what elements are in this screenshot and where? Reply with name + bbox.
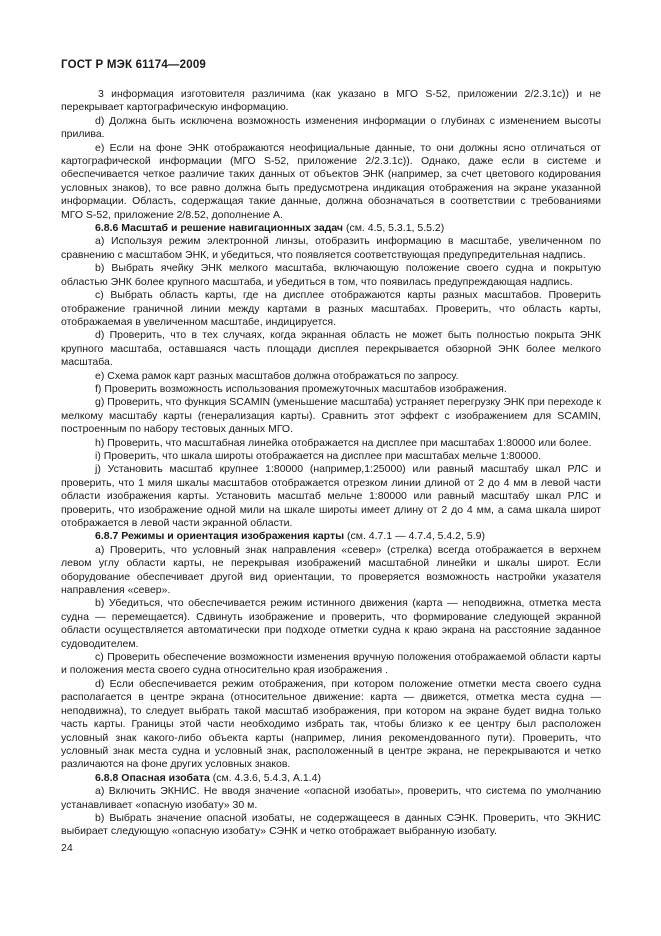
paragraph: i) Проверить, что шкала широты отображается на дисплее при масштабах мельче 1:80000.: [95, 449, 541, 462]
paragraph: 3 информация изготовителя различима (как указано в МГО S-52, приложении 2/2.3.1c)) и не перекрывает картографическую информацию.: [61, 88, 601, 114]
section-title: 6.8.8 Опасная изобата: [95, 771, 210, 784]
paragraph: b) Убедиться, что обеспечивается режим истинного движения (карта — неподвижна, отметка места судна — перемещается). Сдвинуть изображение и проверить, что формирование следующей экранной области осуществляется автоматически при подходе отметки судна к краю экрана на расстояние заданное судоводителем.: [61, 597, 601, 650]
paragraph: e) Схема рамок карт разных масштабов должна отображаться по запросу.: [95, 369, 459, 382]
section-refs: (см. 4.5, 5.3.1, 5.5.2): [343, 222, 445, 235]
document-body: [61, 88, 601, 839]
paragraph: b) Выбрать ячейку ЭНК мелкого масштаба, включающую положение своего судна и покрытую областью ЭНК более крупного масштаба, и убедиться в том, что появилась предупреждающая надпись.: [61, 262, 601, 288]
paragraph: h) Проверить, что масштабная линейка отображается на дисплее при масштабах 1:80000 или более.: [95, 436, 592, 449]
section-title: 6.8.6 Масштаб и решение навигационных задач: [95, 222, 344, 235]
page-number: 24: [61, 842, 73, 854]
section-refs: (см. 4.7.1 — 4.7.4, 5.4.2, 5.9): [344, 530, 485, 543]
paragraph: d) Если обеспечивается режим отображения, при котором положение отметки места своего судна располагается в центре экрана (относительное движение: карта — движется, отметка места судна — неподвижна), то следует выбрать такой масштаб изображения, при котором на экране будет видна только часть карты. Границы этой части необходимо избрать так, чтобы близко к ее центру был расположен условный знак какого-либо объекта карты (например, линия рекомендованного пути). Проверить, что условный знак места судна и условный знак, расположенный в центре экрана, не перекрываются и четко различаются на фоне других условных знаков.: [61, 677, 601, 771]
paragraph: а) Включить ЭКНИС. Не вводя значение «опасной изобаты», проверить, что система по умолчанию устанавливает «опасную изобату» 30 м.: [61, 785, 601, 811]
section-title: 6.8.7 Режимы и ориентация изображения карты: [95, 530, 345, 543]
page-header: ГОСТ Р МЭК 61174—2009: [61, 59, 207, 71]
paragraph: d) Проверить, что в тех случаях, когда экранная область не может быть полностью покрыта ЭНК крупного масштаба, оставшаяся часть площади дисплея перекрывается обзорной ЭНК более мелкого масштаба.: [61, 329, 601, 369]
section-heading: [61, 222, 601, 235]
paragraph: а) Используя режим электронной линзы, отобразить информацию в масштабе, увеличенном по сравнению с масштабом ЭНК, и убедиться, что появляется соответствующая предупредительная надпись.: [61, 235, 601, 261]
paragraph: c) Проверить обеспечение возможности изменения вручную положения отображаемой области карты и положения места своего судна относительно края изображения .: [61, 651, 601, 677]
section-heading: [61, 772, 601, 785]
paragraph: f) Проверить возможность использования промежуточных масштабов изображения.: [95, 382, 507, 395]
paragraph: c) Выбрать область карты, где на дисплее отображаются карты разных масштабов. Проверить отображение граничной линии между картами в разных масштабах. Проверить, что область карты, отображаемая в увеличенном масштабе, индицируется.: [61, 289, 601, 328]
section-refs: (см. 4.3.6, 5.4.3, А.1.4): [209, 771, 321, 784]
paragraph: а) Проверить, что условный знак направления «север» (стрелка) всегда отображается в верхнем левом углу области карты, не перекрывая изображений масштабной линейки и шкалы широт. Если оборудование обеспечивает другой вид ориентации, то проверяется возможность настройки указателя направления «север».: [61, 543, 601, 597]
section-heading: [61, 530, 601, 543]
paragraph: d) Должна быть исключена возможность изменения информации о глубинах с изменением высоты прилива.: [61, 114, 601, 141]
paragraph: e) Если на фоне ЭНК отображаются неофициальные данные, то они должны ясно отличаться от картографической информации (МГО S-52, приложение 2/2.3.1c)). Однако, даже если в системе и обеспечивается четкое различие таких данных от объектов ЭНК (например, за счет цветового кодирования условных знаков), то все равно должна быть предусмотрена индикация отображения на экране указанной информации. Область, содержащая такие данные, должна обозначаться в соответствии с требованиями МГО S-52, приложение 2/8.52, дополнение А.: [61, 141, 601, 221]
paragraph: j) Установить масштаб крупнее 1:80000 (например,1:25000) или равный масштабу шкал РЛС и проверить, что 1 миля шкалы масштабов отображается отрезком линии длиной от 2 до 4 мм в левой части области изображения карты. Установить масштаб мельче 1:80000 или равный масштабу шкал РЛС и проверить, что изображение одной мили на шкале широты имеет длину от 2 до 4 мм, а сама шкала широт отображается в левой части экранной области.: [61, 463, 601, 529]
paragraph: b) Выбрать значение опасной изобаты, не содержащееся в данных СЭНК. Проверить, что ЭКНИС выбирает следующую «опасную изобату» СЭНК и четко отображает выбранную изобату.: [61, 811, 601, 838]
paragraph: g) Проверить, что функция SCAMIN (уменьшение масштаба) устраняет перегрузку ЭНК при переходе к мелкому масштабу карты (генерализация карты). Сравнить этот эффект с изображением для SCAMIN, построенным по набору тестовых данных МГО.: [61, 396, 601, 436]
